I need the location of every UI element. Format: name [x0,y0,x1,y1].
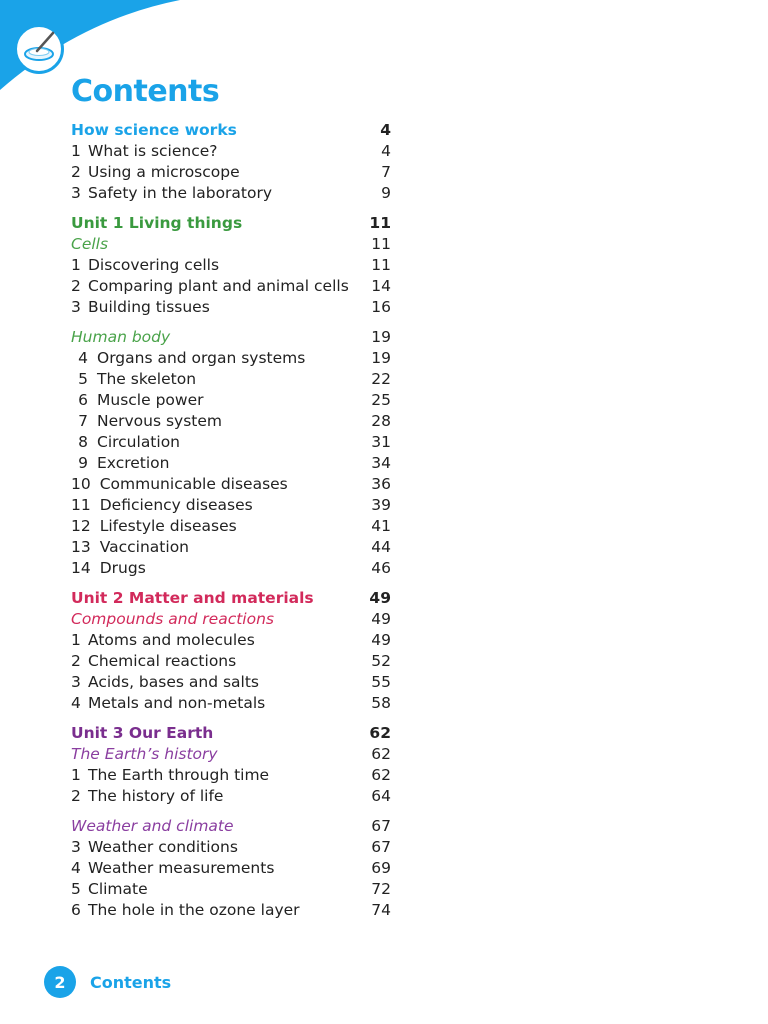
toc-item-label: Weather measurements [88,859,275,877]
toc-item-label: Metals and non-metals [88,694,266,712]
toc-item[interactable] [71,693,391,714]
toc-item[interactable] [71,255,391,276]
petri-dish-icon [14,24,64,74]
toc-item-label: Comparing plant and animal cells [88,277,349,295]
toc-item-number: 2 [71,277,81,295]
toc-page-number: 11 [369,214,391,232]
toc-page-number: 44 [371,538,391,556]
toc-subheading[interactable] [71,234,391,255]
toc-item-label: Deficiency diseases [99,496,253,514]
toc-item-label: Circulation [97,433,181,451]
toc-item[interactable] [71,879,391,900]
toc-page-number: 31 [371,433,391,451]
toc-item[interactable] [71,453,391,474]
toc-item-number: 5 [78,370,88,388]
toc-item-label: Excretion [97,454,170,472]
toc-item-number: 10 [71,475,91,493]
toc-page-number: 46 [371,559,391,577]
toc-page-number: 67 [371,838,391,856]
toc-page-number: 64 [371,787,391,805]
toc-item-label: The Earth through time [88,766,270,784]
toc-heading-label: Unit 3 Our Earth [71,724,214,742]
toc-page-number: 58 [371,694,391,712]
toc-item-number: 9 [78,454,88,472]
toc-item-label: Drugs [99,559,146,577]
toc-item-label: Weather conditions [88,838,238,856]
toc-item-label: The skeleton [97,370,197,388]
toc-page-number: 49 [371,610,391,628]
toc-item-number: 3 [71,838,81,856]
toc-item-number: 1 [71,256,81,274]
page-footer [44,966,171,998]
toc-item-number: 8 [78,433,88,451]
toc-item-number: 7 [78,412,88,430]
toc-page-number: 62 [371,745,391,763]
toc-item[interactable] [71,162,391,183]
toc-item-number: 2 [71,652,81,670]
toc-item[interactable] [71,474,391,495]
toc-item-number: 1 [71,142,81,160]
toc-subheading-label: Weather and climate [71,817,234,835]
toc-section-heading[interactable] [71,723,391,744]
toc-item-number: 4 [71,694,81,712]
toc-item-number: 4 [78,349,88,367]
toc-page-number: 49 [371,631,391,649]
toc-page-number: 69 [371,859,391,877]
toc-page-number: 52 [371,652,391,670]
toc-item[interactable] [71,537,391,558]
toc-page-number: 19 [371,349,391,367]
toc-item[interactable] [71,858,391,879]
toc-item[interactable] [71,432,391,453]
toc-item-number: 5 [71,880,81,898]
toc-page-number: 41 [371,517,391,535]
toc-page-number: 74 [371,901,391,919]
toc-item[interactable] [71,183,391,204]
toc-item[interactable] [71,630,391,651]
toc-item-label: Organs and organ systems [97,349,306,367]
toc-item-label: The hole in the ozone layer [88,901,300,919]
toc-page-number: 11 [371,256,391,274]
toc-page-number: 19 [371,328,391,346]
toc-page-number: 25 [371,391,391,409]
toc-item-number: 6 [71,901,81,919]
toc-item[interactable] [71,141,391,162]
toc-item-label: The history of life [88,787,224,805]
toc-page-number: 28 [371,412,391,430]
toc-item-label: Chemical reactions [88,652,237,670]
toc-page-number: 16 [371,298,391,316]
toc-item-label: Climate [88,880,148,898]
toc-page-number: 4 [380,121,391,139]
toc-subheading-label: Cells [71,235,109,253]
toc-item-label: Acids, bases and salts [88,673,259,691]
toc-page-number: 55 [371,673,391,691]
toc-subheading-label: The Earth’s history [71,745,218,763]
toc-page-number: 62 [369,724,391,742]
toc-item[interactable] [71,348,391,369]
toc-item-label: Communicable diseases [99,475,288,493]
toc-item-number: 4 [71,859,81,877]
toc-item-number: 12 [71,517,91,535]
toc-subheading-label: Compounds and reactions [71,610,274,628]
toc-page-number: 34 [371,454,391,472]
toc-subheading[interactable] [71,327,391,348]
footer-label: Contents [90,972,172,992]
toc-item[interactable] [71,651,391,672]
toc-page-number: 36 [371,475,391,493]
toc-item-number: 11 [71,496,91,514]
toc-section-heading[interactable] [71,213,391,234]
toc-item-number: 1 [71,766,81,784]
toc-page-number: 72 [371,880,391,898]
toc-subheading[interactable] [71,744,391,765]
toc-page-number: 22 [371,370,391,388]
toc-item[interactable] [71,516,391,537]
toc-heading-label: Unit 1 Living things [71,214,243,232]
toc-item-label: Vaccination [99,538,189,556]
toc-page-number: 9 [381,184,391,202]
toc-subheading[interactable] [71,609,391,630]
page-number-badge: 2 [44,966,76,998]
toc-item-number: 3 [71,298,81,316]
toc-item[interactable] [71,369,391,390]
toc-page-number: 62 [371,766,391,784]
toc-item[interactable] [71,900,391,921]
toc-heading-label: Unit 2 Matter and materials [71,589,314,607]
toc-item-label: Using a microscope [88,163,240,181]
toc-item-label: Muscle power [97,391,204,409]
toc-item-number: 2 [71,163,81,181]
toc-page-number: 11 [371,235,391,253]
toc-item-label: Atoms and molecules [88,631,255,649]
toc-item[interactable] [71,276,391,297]
toc-item-number: 2 [71,787,81,805]
toc-item-number: 3 [71,184,81,202]
toc-item-label: Safety in the laboratory [88,184,273,202]
toc-section-heading[interactable] [71,120,391,141]
toc-item-number: 1 [71,631,81,649]
toc-item[interactable] [71,558,391,579]
toc-item[interactable] [71,495,391,516]
toc-item[interactable] [71,837,391,858]
toc-page-number: 7 [381,163,391,181]
toc-item[interactable] [71,297,391,318]
toc-heading-label: How science works [71,121,237,139]
table-of-contents [71,120,391,921]
toc-item[interactable] [71,765,391,786]
toc-item[interactable] [71,672,391,693]
toc-item-number: 6 [78,391,88,409]
toc-item[interactable] [71,411,391,432]
toc-page-number: 4 [381,142,391,160]
toc-page-number: 49 [369,589,391,607]
toc-page-number: 14 [371,277,391,295]
toc-item-label: Nervous system [97,412,223,430]
toc-item[interactable] [71,390,391,411]
toc-page-number: 67 [371,817,391,835]
toc-item-label: Discovering cells [88,256,220,274]
toc-section-heading[interactable] [71,588,391,609]
toc-item-label: Building tissues [88,298,210,316]
toc-page-number: 39 [371,496,391,514]
toc-item-number: 13 [71,538,91,556]
toc-item-number: 14 [71,559,91,577]
toc-item[interactable] [71,786,391,807]
toc-item-label: Lifestyle diseases [99,517,237,535]
toc-subheading-label: Human body [71,328,171,346]
toc-item-number: 3 [71,673,81,691]
page-title: Contents [71,74,220,109]
toc-item-label: What is science? [88,142,218,160]
toc-subheading[interactable] [71,816,391,837]
